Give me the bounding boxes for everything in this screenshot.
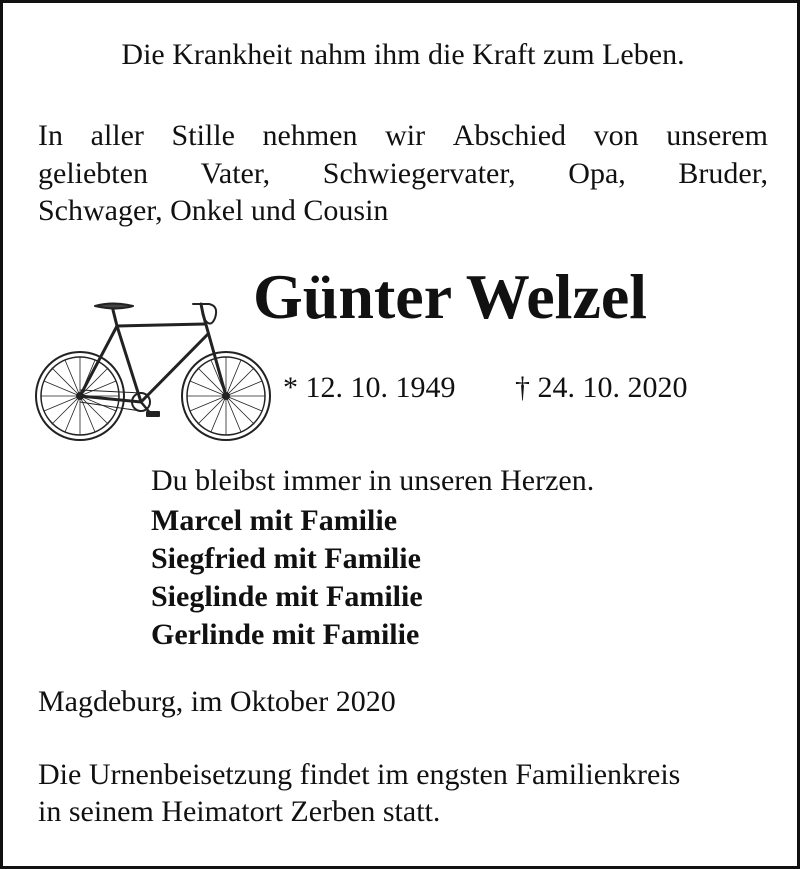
signatory: Siegfried mit Familie: [151, 542, 421, 575]
deceased-name: Günter Welzel: [253, 261, 648, 332]
signatory: Sieglinde mit Familie: [151, 580, 423, 613]
word: Abschied: [452, 119, 567, 152]
signatory: Gerlinde mit Familie: [151, 618, 420, 651]
intro-line-3: Schwager, Onkel und Cousin: [38, 194, 389, 227]
intro-line-1: [38, 121, 768, 151]
burial-line-1: Die Urnenbeisetzung findet im engsten Familienkreis: [38, 758, 681, 791]
death-date: † 24. 10. 2020: [515, 371, 688, 404]
birth-date: * 12. 10. 1949: [283, 371, 456, 404]
word: aller: [90, 119, 144, 152]
word: Schwiegervater,: [322, 157, 516, 190]
word: Vater,: [200, 157, 271, 190]
place-date: Magdeburg, im Oktober 2020: [38, 685, 396, 718]
word: von: [593, 119, 639, 152]
quote: Die Krankheit nahm ihm die Kraft zum Leben.: [121, 38, 685, 71]
word: wir: [385, 119, 426, 152]
word: In: [38, 119, 63, 152]
bicycle-icon: [33, 298, 278, 448]
signatory: Marcel mit Familie: [151, 504, 398, 537]
burial-line-2: in seinem Heimatort Zerben statt.: [38, 795, 441, 828]
word: Bruder,: [678, 157, 768, 190]
word: nehmen: [262, 119, 358, 152]
word: geliebten: [38, 157, 148, 190]
verse: Du bleibst immer in unseren Herzen.: [151, 464, 595, 497]
intro-line-2: [38, 159, 768, 189]
word: unserem: [666, 119, 768, 152]
word: Stille: [171, 119, 235, 152]
word: Opa,: [568, 157, 626, 190]
